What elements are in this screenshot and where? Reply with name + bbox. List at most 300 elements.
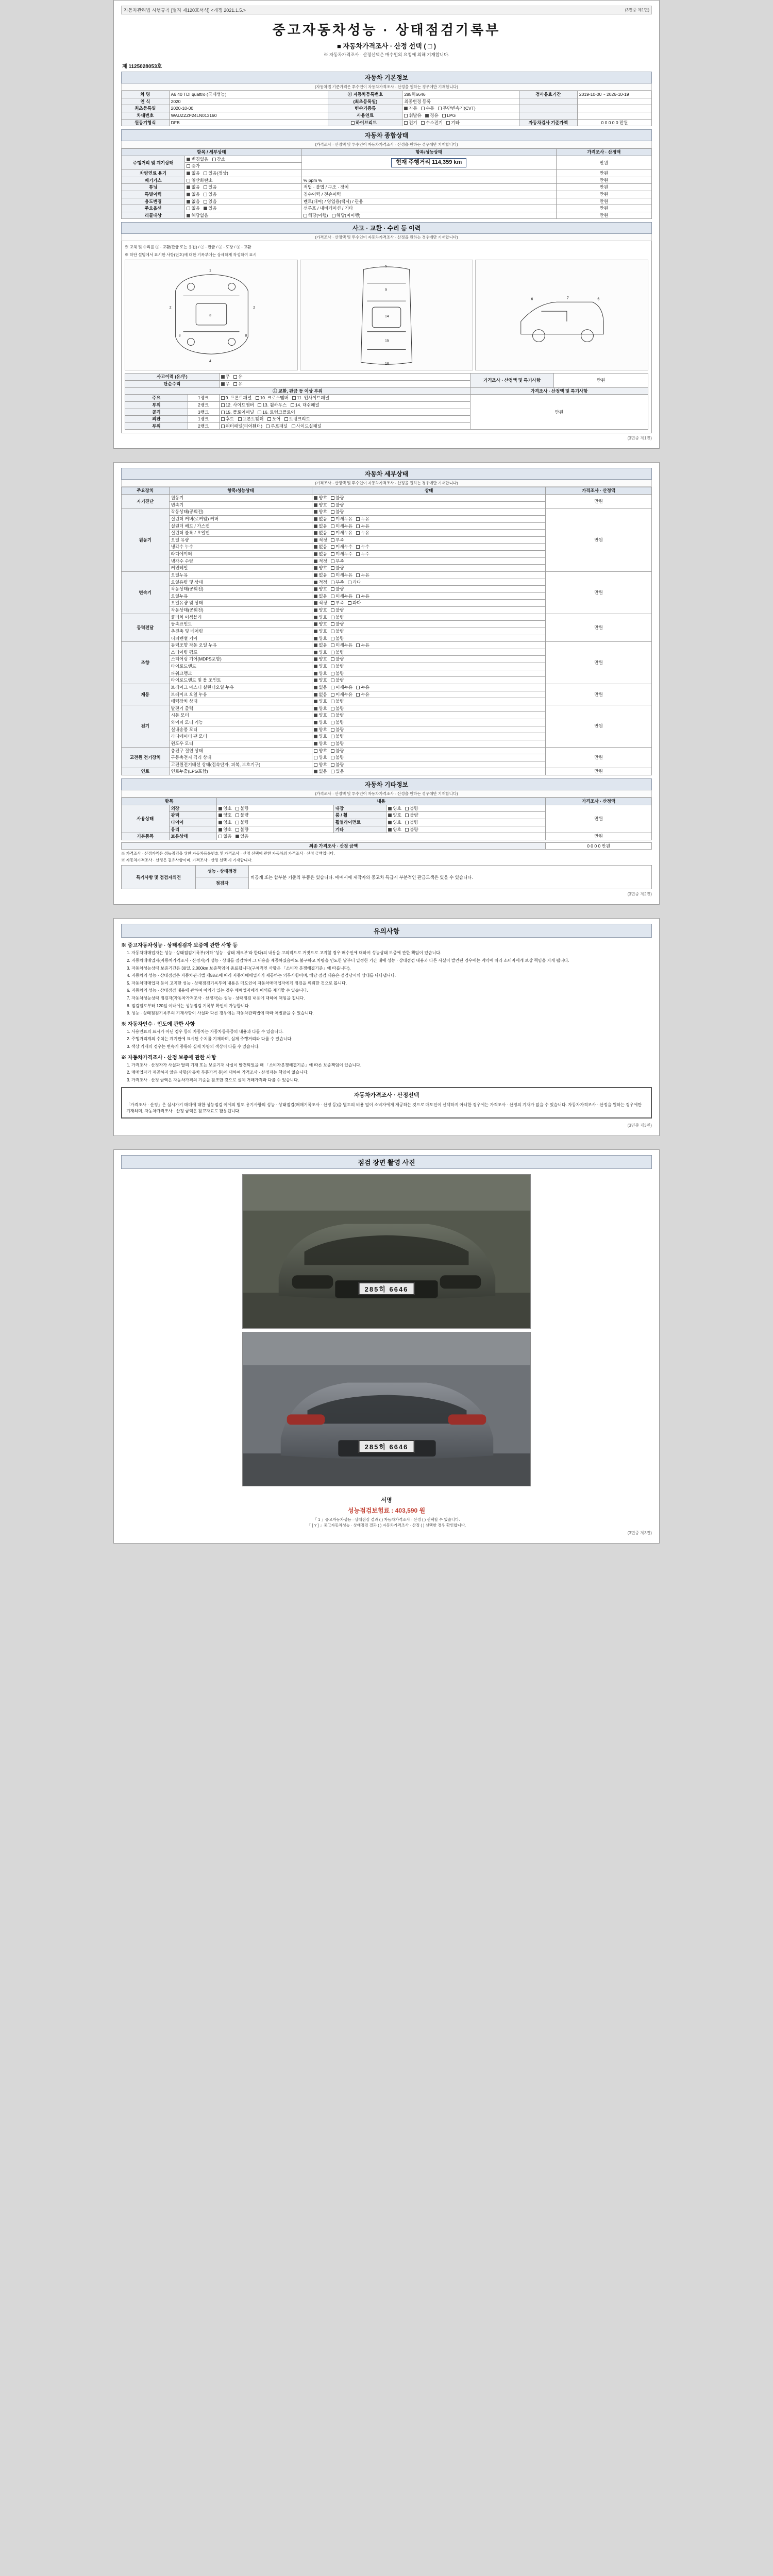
option-good[interactable]: 양호 <box>314 671 327 676</box>
svg-text:5: 5 <box>385 265 387 269</box>
section-title-other: 자동차 기타정보 <box>121 778 652 790</box>
status-interior <box>386 805 546 812</box>
item-trans-2: 작동상태(공회전) <box>169 586 312 593</box>
item-trans-4: 오일유량 및 상태 <box>169 600 312 607</box>
field-value-carname: A6 40 TDI quattro (국제성능) <box>169 91 328 98</box>
option-recall-na[interactable]: 해당없음 <box>187 213 208 218</box>
option-bad[interactable]: 불량 <box>331 621 344 627</box>
field-value-fuel <box>402 112 519 119</box>
status-exterior <box>217 805 333 812</box>
status-hv-2 <box>312 761 546 768</box>
option-etc[interactable]: 기타 <box>446 120 459 126</box>
option-good[interactable]: 양호 <box>219 820 231 825</box>
option-diesel[interactable]: 경유 <box>425 113 438 118</box>
memo-sub-1: 성능 · 상태점검 <box>196 866 249 877</box>
notice-title: 유의사항 <box>121 924 652 938</box>
option-good[interactable]: 양호 <box>314 607 327 613</box>
document-subtitle: ■ 자동차가격조사 · 산정 선택 ( □ ) <box>337 42 436 50</box>
option-bad[interactable]: 불량 <box>331 706 344 711</box>
option-increase[interactable]: 증가 <box>187 163 199 169</box>
page-footer-1: (3면중 제1면) <box>627 436 652 441</box>
option-bad[interactable]: 불량 <box>236 820 248 825</box>
option-inside-panel[interactable]: 11. 인사이드패널 <box>292 395 329 401</box>
option-bad[interactable]: 불량 <box>236 806 248 811</box>
svg-text:7: 7 <box>566 296 569 300</box>
row-options-fueltank <box>185 170 301 177</box>
svg-text:1: 1 <box>209 269 211 273</box>
option-leak[interactable]: 누유 <box>356 692 369 698</box>
option-good[interactable]: 양호 <box>388 820 401 825</box>
option-usage-none[interactable]: 없음 <box>187 199 199 205</box>
option-history-none[interactable]: 없음 <box>187 192 199 197</box>
item-polish: 광택 <box>169 812 217 819</box>
svg-text:6: 6 <box>531 297 533 301</box>
page-3 <box>113 918 660 1136</box>
option-hood[interactable]: 후드 <box>221 416 234 422</box>
option-minor-leak[interactable]: 미세누수 <box>331 544 352 550</box>
option-recall-notdone[interactable]: 해당(미이행) <box>332 213 361 218</box>
option-good[interactable]: 양호 <box>314 656 327 662</box>
price-note-2: ※ 자동차가격조사 · 산정은 권유사항이며, 가격조사 · 산정 선택 시 기재합니다. <box>121 858 253 863</box>
option-opt-none[interactable]: 없음 <box>187 206 199 211</box>
field-value-engine: DFB <box>169 119 328 126</box>
list-item: 1. 가격조사 · 산정자가 사실과 달리 기재 또는 보증기재 사실이 발견되었을 때 「소비자분쟁해결기준」에 따른 보증책임이 있습니다. <box>131 1062 652 1069</box>
option-none[interactable]: 없음 <box>314 530 327 536</box>
col-header-other-price: 가격조사 · 산정액 <box>546 798 652 805</box>
option-good[interactable]: 양호 <box>314 621 327 627</box>
item-engine-5: 냉각수 누수 <box>169 544 312 551</box>
option-good[interactable]: 양호 <box>314 677 327 683</box>
row-label-tuning: 튜닝 <box>122 184 185 191</box>
option-leak[interactable]: 누유 <box>356 530 369 536</box>
option-minor-leak[interactable]: 미세누유 <box>331 594 352 599</box>
option-minor-leak[interactable]: 미세누수 <box>331 551 352 557</box>
svg-text:2: 2 <box>169 306 172 310</box>
insurance-fee-value: 403,590 원 <box>395 1506 426 1514</box>
option-excess[interactable]: 과다 <box>348 600 361 606</box>
field-value-blank2 <box>577 105 651 112</box>
option-good[interactable]: 양호 <box>314 748 327 754</box>
item-brake-0: 브레이크 마스터 실린더오일 누유 <box>169 684 312 691</box>
row-value-usage: 렌트(대여) / 영업용(택시) / 관용 <box>301 198 556 205</box>
option-none[interactable]: 없음 <box>314 685 327 690</box>
option-good[interactable]: 양호 <box>314 720 327 725</box>
row-label-simple-repair: 단순수리 <box>125 381 220 388</box>
option-good[interactable]: 양호 <box>314 509 327 515</box>
option-tuning-yes[interactable]: 있음 <box>204 184 216 190</box>
option-minor-leak[interactable]: 미세누유 <box>331 692 352 698</box>
main-rank1-options <box>219 395 470 402</box>
option-accident-none[interactable]: 무 <box>221 374 230 380</box>
option-none[interactable]: 없음 <box>314 544 327 550</box>
option-good[interactable]: 양호 <box>388 806 401 811</box>
group-electric: 전기 <box>122 705 170 747</box>
option-bad[interactable]: 불량 <box>331 565 344 571</box>
svg-text:6: 6 <box>597 297 600 301</box>
option-none[interactable]: 없음 <box>314 523 327 529</box>
option-quarter-panel[interactable]: 쿼터패널(리어휀더) <box>221 423 262 429</box>
status-engine-0 <box>312 509 546 516</box>
rank-label-1: 1랭크 <box>188 395 219 402</box>
section-note-basic: (자동차법 기준가격은 투수인이 자동차가격조사 · 산정을 원하는 경우에만 기재합니다) <box>121 83 652 91</box>
option-nochange[interactable]: 변경없음 <box>187 157 208 162</box>
option-bad[interactable]: 불량 <box>405 806 418 811</box>
row-label-history: 특별이력 <box>122 191 185 198</box>
option-none[interactable]: 없음 <box>187 171 199 176</box>
status-engine-4 <box>312 536 546 544</box>
status-steer-4 <box>312 670 546 677</box>
field-label-blank3 <box>519 112 577 119</box>
table-row <box>122 866 652 877</box>
field-value-inspection: 2019-10-00 ~ 2026-10-19 <box>577 91 651 98</box>
row-options-mileage-2 <box>185 163 301 170</box>
option-leak[interactable]: 누유 <box>356 594 369 599</box>
price-electric: 만원 <box>546 705 652 747</box>
option-bad[interactable]: 불량 <box>331 734 344 739</box>
status-steer-2 <box>312 656 546 663</box>
document-subtitle-note: ※ 자동차가격조사 · 산정선택은 매수인의 요청에 의해 기재합니다. <box>324 52 449 57</box>
option-manual[interactable]: 수동 <box>421 106 434 111</box>
memo-label: 특기사항 및 점검자의견 <box>122 866 196 889</box>
option-bad[interactable]: 불량 <box>331 762 344 768</box>
option-door[interactable]: 도어 <box>267 416 280 422</box>
status-steer-0 <box>312 642 546 649</box>
row-options-options <box>185 205 301 212</box>
option-good[interactable]: 양호 <box>314 699 327 704</box>
option-leak[interactable]: 누유 <box>356 516 369 522</box>
status-elec-0 <box>312 705 546 712</box>
option-good[interactable]: 양호 <box>219 812 231 818</box>
item-basic-state: 보유상태 <box>169 833 217 840</box>
option-none[interactable]: 없음 <box>314 642 327 648</box>
option-good[interactable]: 양호 <box>314 650 327 655</box>
car-side-right-svg <box>476 260 648 370</box>
option-none[interactable]: 없음 <box>314 572 327 578</box>
item-engine-6: 라디에이터 <box>169 551 312 558</box>
svg-text:9: 9 <box>385 288 387 292</box>
option-none[interactable]: 없음 <box>314 516 327 522</box>
option-recall-done[interactable]: 해당(이행) <box>304 213 328 218</box>
vehicle-photo-front-svg <box>243 1175 530 1329</box>
photo-footer-note-2: 「 [ Y ] 」중고자동차성능 · 상태점검 결과 ( ) 자동차가격조사 · 산정 ( ) 선택한 경우 확인합니다. <box>307 1523 466 1528</box>
section-note-detail: (가격조사 · 산정액 및 투수인이 자동차가격조사 · 산정을 원하는 경우에만 기재합니다) <box>121 480 652 487</box>
option-insufficient[interactable]: 부족 <box>331 558 344 564</box>
status-basic-state <box>217 833 546 840</box>
vehicle-photo-front[interactable] <box>242 1174 531 1329</box>
list-item: 1. 자동차매매업자는 성능 · 상태점검기록부(이하 '성능 · 상태 체크부'라 한다)의 내용을 고의적으로 거짓으로 고지할 경우 매수인에 대하여 성능상태 보증에 관한 책임이 있습니다. <box>131 950 652 956</box>
option-bad[interactable]: 불량 <box>331 713 344 718</box>
option-bad[interactable]: 불량 <box>331 677 344 683</box>
item-brake-2: 배력장치 상태 <box>169 698 312 705</box>
option-minor-leak[interactable]: 미세누유 <box>331 516 352 522</box>
item-glass: 유리 <box>169 826 217 833</box>
group-selfdiag: 자기진단 <box>122 495 170 509</box>
status-hv-0 <box>312 747 546 754</box>
section-title-basic: 자동차 기본정보 <box>121 72 652 83</box>
mileage-value: 현재 주행거리 114,359 km <box>391 158 466 167</box>
option-good[interactable]: 양호 <box>314 586 327 592</box>
item-trans-1: 오일유량 및 상태 <box>169 579 312 586</box>
option-leak[interactable]: 누유 <box>356 685 369 690</box>
list-item: 1. 사용연료의 표시가 아닌 경우 등의 자동차는 자동차등록증의 내용과 다를 수 있습니다. <box>131 1029 652 1035</box>
item-steer-1: 스티어링 펌프 <box>169 649 312 656</box>
item-engine-2: 실린더 헤드 / 가스켓 <box>169 522 312 530</box>
table-row <box>122 805 652 812</box>
option-bad[interactable]: 불량 <box>331 727 344 733</box>
group-steering: 조향 <box>122 642 170 684</box>
option-none[interactable]: 없음 <box>314 594 327 599</box>
option-bad[interactable]: 불량 <box>236 827 248 833</box>
option-yes[interactable]: 있음 <box>236 834 248 839</box>
outer-rank1-options <box>219 416 470 423</box>
option-yes[interactable]: 있음 <box>331 769 344 774</box>
option-good[interactable]: 양호 <box>314 727 327 733</box>
status-tire <box>217 819 333 826</box>
option-bad[interactable]: 불량 <box>331 699 344 704</box>
option-leak[interactable]: 누수 <box>356 544 369 550</box>
option-good[interactable]: 양호 <box>314 629 327 634</box>
option-none[interactable]: 없음 <box>314 769 327 774</box>
price-summary-table <box>121 842 652 850</box>
option-good[interactable]: 양호 <box>314 565 327 571</box>
option-bad[interactable]: 불량 <box>405 812 418 818</box>
declaration-title: 자동차가격조사 · 산정선택 <box>354 1092 419 1099</box>
option-trunk-floor[interactable]: 16. 트렁크플로어 <box>258 410 295 415</box>
option-good[interactable]: 양호 <box>314 664 327 669</box>
option-repair-yes[interactable]: 유 <box>233 381 242 387</box>
row-label-options: 주요옵션 <box>122 205 185 212</box>
option-bad[interactable]: 불량 <box>331 755 344 760</box>
row-value-recall <box>301 212 556 219</box>
row-value-mileage <box>301 156 556 170</box>
car-diagram-right-side[interactable] <box>475 260 648 370</box>
option-minor-leak[interactable]: 미세누유 <box>331 642 352 648</box>
option-none[interactable]: 없음 <box>314 551 327 557</box>
declaration-box <box>121 1087 652 1118</box>
option-history-yes[interactable]: 있음 <box>204 192 216 197</box>
option-good[interactable]: 양호 <box>314 706 327 711</box>
option-minor-leak[interactable]: 미세누유 <box>331 572 352 578</box>
car-diagram-left-side[interactable] <box>125 260 298 370</box>
item-brake-1: 브레이크 오일 누유 <box>169 691 312 698</box>
option-bad[interactable]: 불량 <box>236 812 248 818</box>
memo-text[interactable]: 비공개 또는 합부분 기준의 부품은 있습니다. 매매시에 제작자와 중고차 특급시 부분적인 판금도색은 있을 수 있습니다. <box>248 866 651 889</box>
option-good[interactable]: 양호 <box>314 741 327 747</box>
table-header-row <box>122 487 652 495</box>
option-bad[interactable]: 불량 <box>331 636 344 641</box>
option-auto[interactable]: 자동 <box>404 106 417 111</box>
option-bad[interactable]: 불량 <box>331 615 344 620</box>
row-price-emission: 만원 <box>556 177 651 184</box>
field-label-year: 연 식 <box>122 98 170 105</box>
option-floor-panel[interactable]: 15. 플로어패널 <box>221 410 254 415</box>
declaration-text: 「가격조사 · 산정」은 실시가기 매매에 대한 성능점검 이에의 별도 용기사항의 성능 · 상태점검(매매기록조사 · 산정 등)을 별도의 비용 없이 소비자에게 제공하는 것으로 매도인이 선택하지 아니한 경우에는 가격조사 · 산정의 기재가 없을 수 있습니다. 자동차가격조사 · 산정을 원하는 경우에만 기재하며, 자동차가격조사 · 산정 금액은 참고자료로 활용됩니다. <box>126 1102 642 1113</box>
option-bad[interactable]: 불량 <box>331 656 344 662</box>
field-value-checkdate: 최종변경 등록 <box>402 98 519 105</box>
row-value-accident-history <box>219 374 470 381</box>
item-steer-4: 파워크랭크 <box>169 670 312 677</box>
option-bad[interactable]: 불량 <box>331 509 344 515</box>
group-label-outer: 외판 <box>125 416 188 423</box>
item-power-2: 추진축 및 베어링 <box>169 628 312 635</box>
option-good[interactable]: 양호 <box>314 615 327 620</box>
status-fuel-0 <box>312 768 546 775</box>
option-insufficient[interactable]: 부족 <box>331 537 344 543</box>
group-label-main: 주요 <box>125 395 188 402</box>
row-label-recall: 리콜대상 <box>122 212 185 219</box>
option-gasoline[interactable]: 휘발유 <box>404 113 422 118</box>
field-value-year: 2020 <box>169 98 328 105</box>
option-cvt[interactable]: 무단변속기(CVT) <box>438 106 476 111</box>
item-hv-1: 구동축전지 격리 상태 <box>169 754 312 761</box>
option-bad[interactable]: 불량 <box>405 820 418 825</box>
option-good[interactable]: 양호 <box>314 495 327 501</box>
status-engine-7 <box>312 557 546 565</box>
option-opt-yes[interactable]: 있음 <box>204 206 216 211</box>
option-accident-yes[interactable]: 유 <box>233 374 242 380</box>
list-item: 9. 성능 · 상태점검기록부의 기재사항이 사실과 다른 경우에는 자동차관리법에 따라 처벌받을 수 있습니다. <box>131 1010 652 1016</box>
option-wheel-house[interactable]: 13. 휠하우스 <box>258 402 287 408</box>
option-bad[interactable]: 불량 <box>331 741 344 747</box>
table-row <box>122 198 652 205</box>
table-row <box>122 156 652 163</box>
option-decrease[interactable]: 감소 <box>212 157 225 162</box>
option-hydrogen[interactable]: 수소전기 <box>421 120 443 126</box>
outer-rank2-options <box>219 422 470 430</box>
table-row <box>122 495 652 502</box>
status-power-3 <box>312 635 546 642</box>
field-label-fuel-extra <box>328 119 402 126</box>
option-bad[interactable]: 불량 <box>331 502 344 508</box>
option-tuning-none[interactable]: 없음 <box>187 184 199 190</box>
option-lpg[interactable]: LPG <box>442 113 456 118</box>
item-engine-8: 커먼레일 <box>169 565 312 572</box>
col-header-other-item: 항목 <box>122 798 217 805</box>
option-minor-leak[interactable]: 미세누유 <box>331 523 352 529</box>
option-none[interactable]: 없음 <box>314 692 327 698</box>
accident-memo-cell: 만원 <box>470 395 648 430</box>
option-bad[interactable]: 불량 <box>331 629 344 634</box>
item-alignment: 휠얼라이먼트 <box>333 819 386 826</box>
table-row <box>122 747 652 754</box>
option-good[interactable]: 양호 <box>314 502 327 508</box>
option-insufficient[interactable]: 부족 <box>331 580 344 585</box>
option-good[interactable]: 양호 <box>314 755 327 760</box>
option-good[interactable]: 양호 <box>388 812 401 818</box>
item-trans-5: 작동상태(공회전) <box>169 607 312 614</box>
option-co[interactable]: 일산화탄소 <box>187 178 212 183</box>
option-hybrid[interactable]: 하이브리드 <box>351 120 377 126</box>
row-options-usage <box>185 198 301 205</box>
row-value-options: 선루프 / 내비게이션 / 기타 <box>301 205 556 212</box>
detail-state-table <box>121 487 652 775</box>
field-label-firstreg: 최초등록일 <box>122 105 170 112</box>
option-leak[interactable]: 누유 <box>356 523 369 529</box>
field-label-blank2 <box>519 105 577 112</box>
field-label-transmission: 변속기종류 <box>328 105 402 112</box>
group-basic-items: 기본품목 <box>122 833 170 840</box>
option-bad[interactable]: 불량 <box>331 650 344 655</box>
option-good[interactable]: 양호 <box>314 762 327 768</box>
photo-section-title: 점검 장면 촬영 사진 <box>121 1155 652 1169</box>
option-bad[interactable]: 불량 <box>331 664 344 669</box>
memo-sub-2: 점검자 <box>196 877 249 889</box>
rank-label-3: 3랭크 <box>188 409 219 416</box>
option-front-panel[interactable]: 9. 프론트패널 <box>221 395 252 401</box>
option-adequate[interactable]: 적정 <box>314 537 327 543</box>
option-adequate[interactable]: 적정 <box>314 600 327 606</box>
notice-heading-1: ※ 중고자동차성능 · 상태점검자 보증에 관한 사항 등 <box>121 943 238 949</box>
option-usage-yes[interactable]: 있음 <box>204 199 216 205</box>
option-good[interactable]: 양호 <box>388 827 401 833</box>
car-diagram-top-view[interactable] <box>300 260 473 370</box>
option-minor-leak[interactable]: 미세누유 <box>331 530 352 536</box>
option-side-member[interactable]: 12. 사이드맴버 <box>221 402 254 408</box>
option-bad[interactable]: 불량 <box>331 748 344 754</box>
memo-table <box>121 865 652 889</box>
option-normal[interactable]: 있음(정상) <box>204 171 228 176</box>
field-value-standard-price: 0 0 0 0 0 만원 <box>577 119 651 126</box>
option-leak[interactable]: 누유 <box>356 642 369 648</box>
option-adequate[interactable]: 적정 <box>314 580 327 585</box>
row-options-recall <box>185 212 301 219</box>
option-insufficient[interactable]: 부족 <box>331 600 344 606</box>
price-usage-state: 만원 <box>546 805 652 833</box>
item-power-1: 등속죠인트 <box>169 621 312 628</box>
option-bad[interactable]: 불량 <box>331 495 344 501</box>
item-steer-0: 동력조향 작동 오일 누유 <box>169 642 312 649</box>
option-minor-leak[interactable]: 미세누유 <box>331 685 352 690</box>
option-bad[interactable]: 불량 <box>331 607 344 613</box>
status-brake-1 <box>312 691 546 698</box>
item-engine-7: 냉각수 수량 <box>169 557 312 565</box>
option-bad[interactable]: 불량 <box>331 586 344 592</box>
option-roof-panel[interactable]: 루프패널 <box>266 423 288 429</box>
option-bad[interactable]: 불량 <box>405 827 418 833</box>
option-bad[interactable]: 불량 <box>331 720 344 725</box>
vehicle-photo-rear[interactable] <box>242 1332 531 1486</box>
option-good[interactable]: 양호 <box>314 734 327 739</box>
option-good[interactable]: 양호 <box>314 636 327 641</box>
option-leak[interactable]: 누수 <box>356 551 369 557</box>
option-side-sill[interactable]: 사이드실패널 <box>292 423 322 429</box>
item-wheel: 룸 / 휠 <box>333 812 386 819</box>
table-row <box>125 374 648 381</box>
price-summary-label: 최종 가격조사 · 산정 금액 <box>122 842 546 850</box>
option-good[interactable]: 양호 <box>314 713 327 718</box>
option-excess[interactable]: 과다 <box>348 580 361 585</box>
option-adequate[interactable]: 적정 <box>314 558 327 564</box>
option-none[interactable]: 없음 <box>219 834 231 839</box>
option-bad[interactable]: 불량 <box>331 671 344 676</box>
col-header-price: 가격조사 · 산정액 <box>556 149 651 156</box>
field-value-vin: WAUZZZF24LN013160 <box>169 112 328 119</box>
section-note-other: (가격조사 · 산정액 및 투수인이 자동차가격조사 · 산정을 원하는 경우에만 기재합니다) <box>121 790 652 798</box>
dashboard-price-header: 가격조사 · 산정액 및 특기사항 <box>470 387 648 395</box>
price-brake: 만원 <box>546 684 652 705</box>
svg-text:8: 8 <box>178 334 181 338</box>
option-dash-panel[interactable]: 14. 대쉬패널 <box>291 402 320 408</box>
table-row <box>122 105 652 112</box>
option-good[interactable]: 양호 <box>219 806 231 811</box>
option-repair-none[interactable]: 무 <box>221 381 230 387</box>
option-trunk-lid[interactable]: 트렁크리드 <box>284 416 310 422</box>
option-leak[interactable]: 누유 <box>356 572 369 578</box>
option-cross-member[interactable]: 10. 크로스맴버 <box>256 395 289 401</box>
option-front-fender[interactable]: 프론트휀더 <box>238 416 264 422</box>
option-good[interactable]: 양호 <box>219 827 231 833</box>
option-electric[interactable]: 전기 <box>404 120 417 126</box>
